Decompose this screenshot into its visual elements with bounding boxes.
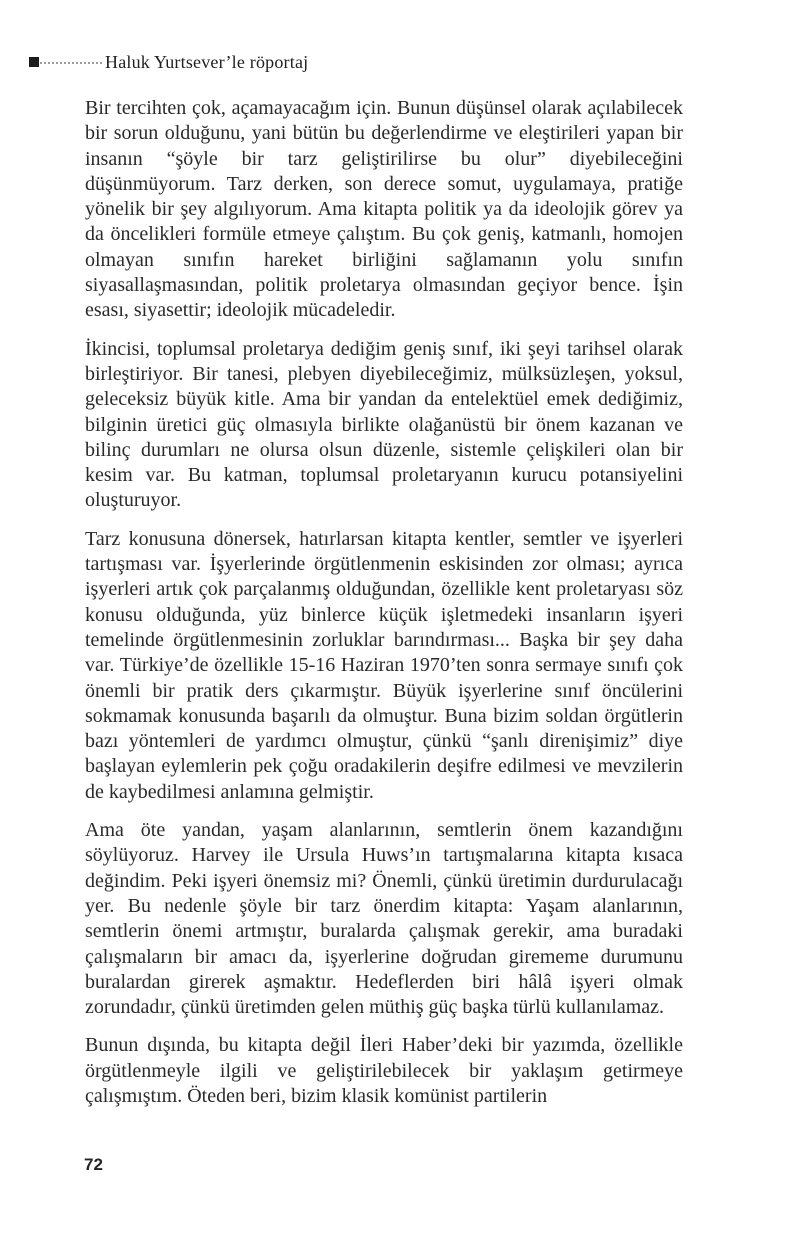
paragraph: Tarz konusuna dönersek, hatırlarsan kitapta kentler, semtler ve işyerleri tartışması var. İşyerlerinde örgütlenmenin eskisinden zor olması; ayrıca işyerleri artık çok parçalanmış olduğundan, özellikle kent proletaryası söz konusu olduğunda, yüz binlerce küçük işletmedeki insanların işyeri temelinde örgütlenmesinin zorluklar barındırması... Başka bir şey daha var. Türkiye’de özellikle 15-16 Haziran 1970’ten sonra sermaye sınıfı çok önemli bir pratik ders çıkarmıştır. Büyük işyerlerine sınıf öncülerini sokmamak konusunda başarılı da olmuştur. Buna bizim soldan örgütlerin bazı yöntemleri de yardımcı olmuştur, çünkü “şanlı direnişimiz” diye başlayan eylemlerin pek çoğu oradakilerin deşifre edilmesi ve mevzilerin de kaybedilmesi anlamına gelmiştir. bbox=[85, 527, 683, 803]
dotted-leader bbox=[40, 62, 102, 64]
paragraph: İkincisi, toplumsal proletarya dediğim geniş sınıf, iki şeyi tarihsel olarak birleştiriyor. Bir tanesi, plebyen diyebileceğimiz, mülksüzleşen, yoksul, geleceksiz büyük kitle. Ama bir yandan da entelektüel emek dediğimiz, bilginin üretici güç olmasıyla birlikte olağanüstü bir önem kazanan ve bilinç durumları ne olursa olsun düzenle, sistemle çelişkileri olan bir kesim var. Bu katman, toplumsal proletaryanın kurucu potansiyelini oluşturuyor. bbox=[85, 337, 683, 512]
running-header-title: Haluk Yurtsever’le röportaj bbox=[105, 51, 309, 72]
running-header bbox=[29, 52, 308, 72]
paragraph: Bunun dışında, bu kitapta değil İleri Haber’deki bir yazımda, özellikle örgütlenmeyle ilgili ve geliştirilebilecek bir yaklaşım getirmeye çalışmıştım. Öteden beri, bizim klasik komünist partilerin bbox=[85, 1034, 683, 1107]
body-text bbox=[85, 96, 683, 1122]
square-bullet-icon bbox=[29, 57, 39, 67]
paragraph: Bir tercihten çok, açamayacağım için. Bunun düşünsel olarak açılabilecek bir sorun olduğunu, yani bütün bu değerlendirme ve eleştirileri yapan bir insanın “şöyle bir tarz geliştirilirse bu olur” diyebileceğini düşünmüyorum. Tarz derken, son derece somut, uygulamaya, pratiğe yönelik bir şey algılıyorum. Ama kitapta politik ya da ideolojik görev ya da öncelikleri formüle etmeye çalıştım. Bu çok geniş, katmanlı, homojen olmayan sınıfın hareket birliğini sağlamanın yolu sınıfın siyasallaşmasından, politik proletarya olmasından geçiyor bence. İşin esası, siyasettir; ideolojik mücadeledir. bbox=[85, 97, 683, 322]
paragraph: Ama öte yandan, yaşam alanlarının, semtlerin önem kazandığını söylüyoruz. Harvey ile Ursula Huws’ın tartışmalarına kitapta kısaca değindim. Peki işyeri önemsiz mi? Önemli, çünkü üretimin durdurulacağı yer. Bu nedenle şöyle bir tarz önerdim kitapta: Yaşam alanlarının, semtlerin önemi artmıştır, buralarda çalışmak gerekir, ama buradaki çalışmaların bir amacı da, işyerlerine doğrudan girememe durumunu buralardan girerek aşmaktır. Hedeflerden biri hâlâ işyeri olmak zorundadır, çünkü üretimden gelen müthiş güç başka türlü kullanılamaz. bbox=[85, 819, 683, 1019]
page-number: 72 bbox=[84, 1155, 103, 1174]
